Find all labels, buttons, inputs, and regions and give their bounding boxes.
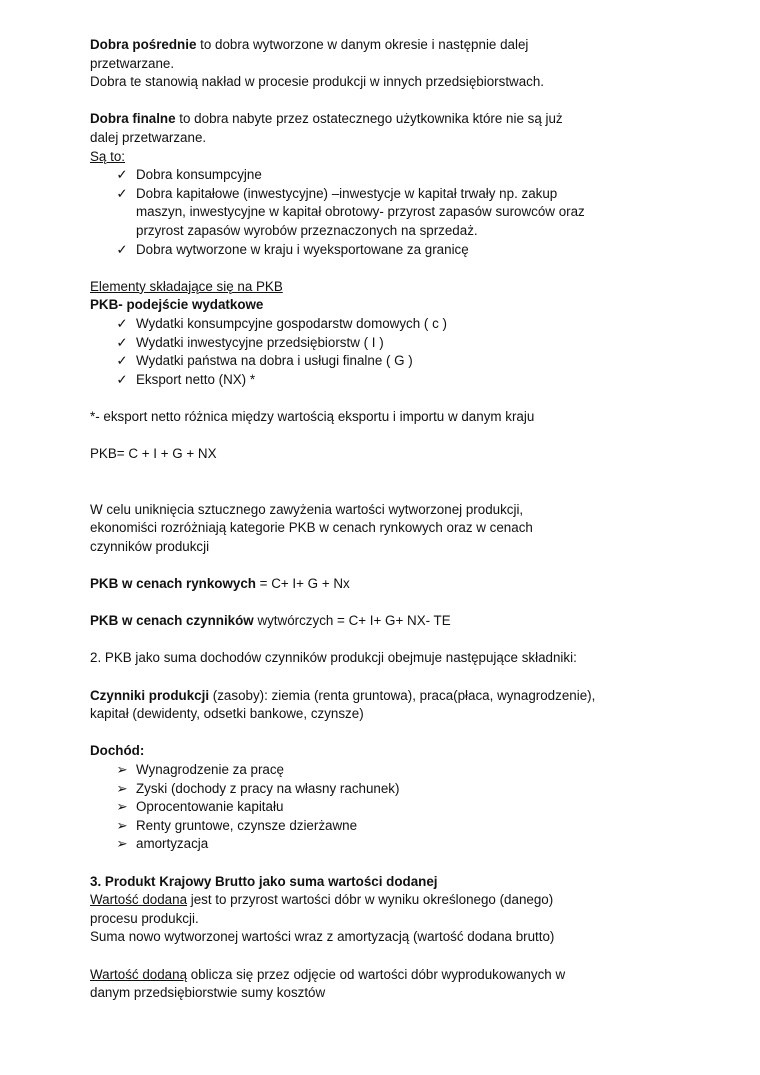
final-goods-line1 bbox=[90, 110, 650, 129]
text-line: Dobra te stanowią nakład w procesie produkcji w innych przedsiębiorstwach. bbox=[90, 74, 545, 90]
underlined-text: Elementy składające się na PKB bbox=[90, 278, 283, 294]
underlined-text: Wartość dodaną bbox=[90, 966, 188, 982]
list-item-continuation: przyrost zapasów wyrobów przeznaczonych na sprzedaż. bbox=[136, 222, 478, 238]
bold-text: PKB w cenach czynników bbox=[90, 613, 254, 629]
value-added-line4 bbox=[90, 966, 650, 985]
income-list bbox=[90, 761, 650, 854]
list-item-text: Eksport netto (NX) * bbox=[136, 371, 256, 387]
text-line: czynników produkcji bbox=[90, 538, 210, 554]
list-item bbox=[90, 166, 650, 185]
bold-text: PKB- podejście wydatkowe bbox=[90, 297, 264, 313]
arrow-icon: ➢ bbox=[116, 817, 128, 833]
check-icon: ✓ bbox=[116, 334, 128, 350]
list-item-text: Zyski (dochody z pracy na własny rachunek) bbox=[136, 780, 400, 796]
text: oblicza się przez odjęcie od wartości dóbr wyprodukowanych w bbox=[187, 966, 566, 982]
list-item bbox=[90, 371, 650, 390]
check-icon: ✓ bbox=[116, 241, 128, 257]
text: = C+ I+ G + Nx bbox=[255, 576, 350, 592]
text: wytwórczych = C+ I+ G+ NX- TE bbox=[253, 613, 451, 629]
text-line: danym przedsiębiorstwie sumy kosztów bbox=[90, 985, 326, 1001]
check-icon: ✓ bbox=[116, 371, 128, 387]
list-item-text: Wynagrodzenie za pracę bbox=[136, 761, 285, 777]
list-item bbox=[90, 241, 650, 260]
bold-text: Dochód: bbox=[90, 743, 145, 759]
expenditure-approach-heading bbox=[90, 296, 650, 315]
pkb-elements-heading bbox=[90, 278, 650, 297]
list-item bbox=[90, 315, 650, 334]
list-item bbox=[90, 817, 650, 836]
factor-price-formula bbox=[90, 612, 650, 631]
text-line: przetwarzane. bbox=[90, 55, 175, 71]
check-icon: ✓ bbox=[116, 315, 128, 331]
final-goods-term: Dobra finalne bbox=[90, 111, 176, 127]
arrow-icon: ➢ bbox=[116, 761, 128, 777]
text-line: W celu uniknięcia sztucznego zawyżenia wartości wytworzonej produkcji, bbox=[90, 501, 524, 517]
factors-line1 bbox=[90, 687, 650, 706]
text: to dobra nabyte przez ostatecznego użytkownika które nie są już bbox=[175, 111, 563, 127]
list-item bbox=[90, 352, 650, 371]
list-item bbox=[90, 835, 650, 854]
value-added-heading bbox=[90, 873, 650, 892]
list-item bbox=[90, 334, 650, 353]
text-line: ekonomiści rozróżniają kategorie PKB w cenach rynkowych oraz w cenach bbox=[90, 520, 533, 536]
list-item bbox=[90, 761, 650, 780]
text: jest to przyrost wartości dóbr w wyniku określonego (danego) bbox=[187, 892, 554, 908]
intermediate-goods-line1 bbox=[90, 36, 650, 55]
list-item-text: Renty gruntowe, czynsze dzierżawne bbox=[136, 817, 358, 833]
check-icon: ✓ bbox=[116, 353, 128, 369]
list-item-text: Dobra kapitałowe (inwestycyjne) –inwestycje w kapitał trwały np. zakup bbox=[136, 185, 558, 201]
pkb-formula: PKB= C + I + G + NX bbox=[90, 446, 217, 462]
text-line: dalej przetwarzane. bbox=[90, 129, 207, 145]
check-icon: ✓ bbox=[116, 167, 128, 183]
income-approach-intro: 2. PKB jako suma dochodów czynników produkcji obejmuje następujące składniki: bbox=[90, 650, 577, 666]
document-page bbox=[90, 36, 650, 1003]
text-line: Suma nowo wytworzonej wartości wraz z amortyzacją (wartość dodana brutto) bbox=[90, 929, 555, 945]
bold-text: Czynniki produkcji bbox=[90, 687, 210, 703]
arrow-icon: ➢ bbox=[116, 836, 128, 852]
value-added-line1 bbox=[90, 891, 650, 910]
underlined-text: Wartość dodana bbox=[90, 892, 188, 908]
intermediate-goods-term: Dobra pośrednie bbox=[90, 37, 197, 52]
list-item bbox=[90, 798, 650, 817]
text-line: procesu produkcji. bbox=[90, 910, 199, 926]
market-price-formula bbox=[90, 575, 650, 594]
list-item-text: Dobra konsumpcyjne bbox=[136, 167, 262, 183]
check-icon: ✓ bbox=[116, 185, 128, 201]
net-export-note: *- eksport netto różnica między wartością eksportu i importu w danym kraju bbox=[90, 408, 535, 424]
text: (zasoby): ziemia (renta gruntowa), praca(płaca, wynagrodzenie), bbox=[209, 687, 596, 703]
underlined-text: Są to: bbox=[90, 148, 125, 164]
final-goods-list bbox=[90, 166, 650, 259]
list-item-text: Wydatki konsumpcyjne gospodarstw domowych ( c ) bbox=[136, 315, 447, 331]
list-item bbox=[90, 780, 650, 799]
text-line: kapitał (dewidenty, odsetki bankowe, czynsze) bbox=[90, 706, 364, 722]
list-item-text: Wydatki inwestycyjne przedsiębiorstw ( I ) bbox=[136, 334, 384, 350]
list-item-text: Oprocentowanie kapitału bbox=[136, 799, 284, 815]
sa-to-label bbox=[90, 148, 650, 167]
list-item bbox=[90, 185, 650, 241]
bold-text: 3. Produkt Krajowy Brutto jako suma wartości dodanej bbox=[90, 873, 438, 889]
income-heading bbox=[90, 742, 650, 761]
text: to dobra wytworzone w danym okresie i następnie dalej bbox=[196, 37, 529, 52]
expenditure-list bbox=[90, 315, 650, 389]
list-item-text: Wydatki państwa na dobra i usługi finalne ( G ) bbox=[136, 353, 413, 369]
list-item-continuation: maszyn, inwestycyjne w kapitał obrotowy- przyrost zapasów surowców oraz bbox=[136, 204, 585, 220]
list-item-text: Dobra wytworzone w kraju i wyeksportowane za granicę bbox=[136, 241, 469, 257]
arrow-icon: ➢ bbox=[116, 799, 128, 815]
arrow-icon: ➢ bbox=[116, 780, 128, 796]
list-item-text: amortyzacja bbox=[136, 836, 209, 852]
bold-text: PKB w cenach rynkowych bbox=[90, 576, 256, 592]
